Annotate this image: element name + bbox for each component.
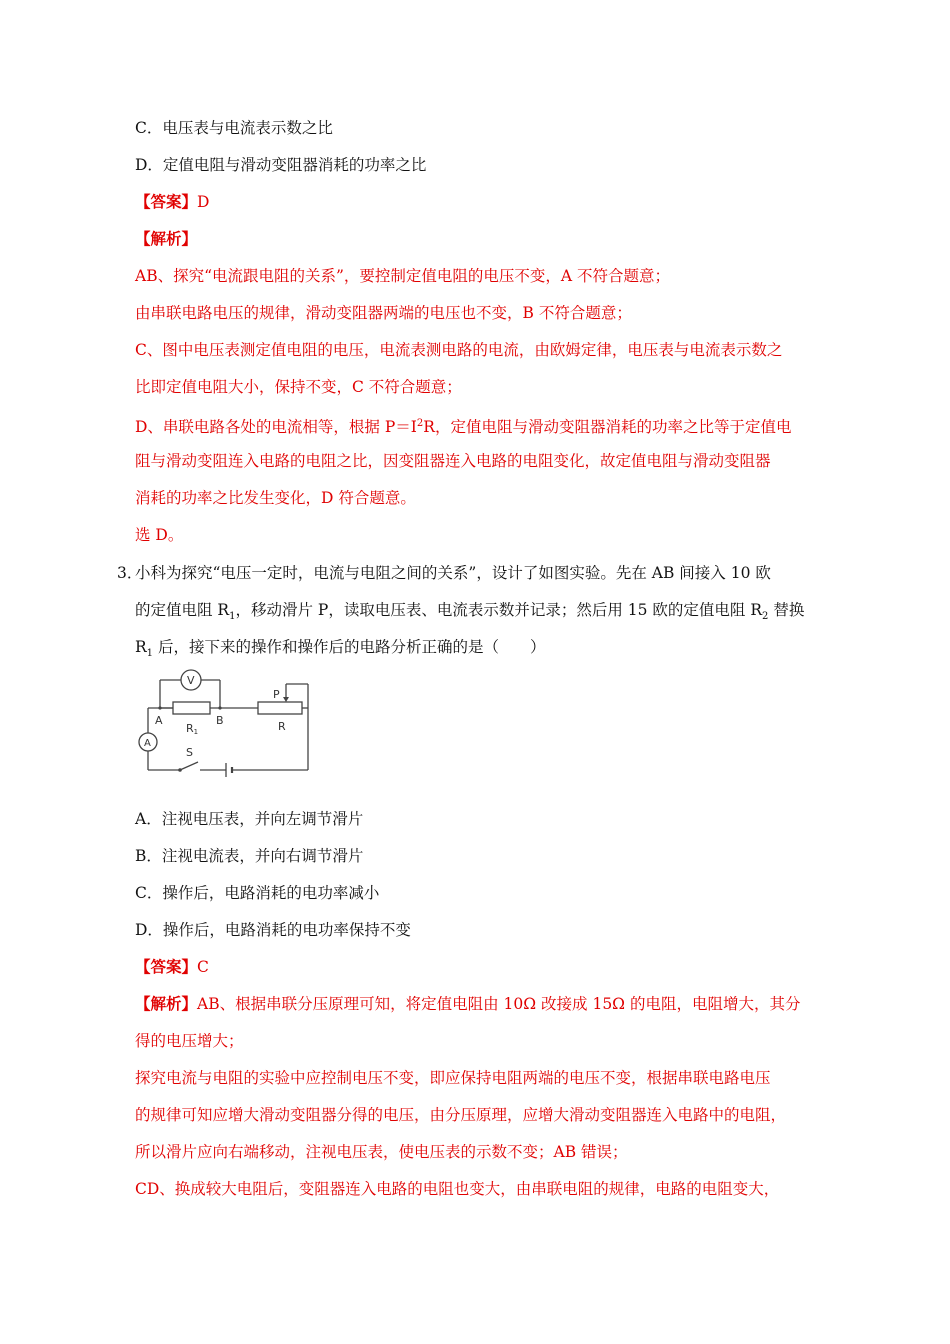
q2-answer-label: 【答案】 (135, 192, 198, 211)
slider-label: P (273, 688, 280, 701)
q3-option-d: D．操作后，电路消耗的电功率保持不变 (135, 921, 411, 939)
node-b-dot (218, 706, 221, 709)
q3-analysis-line-1-text: AB、根据串联分压原理可知，将定值电阻由 10Ω 改接成 15Ω 的电阻，电阻增大，其分 (197, 995, 801, 1013)
q2-analysis-line-2: 由串联电路电压的规律，滑动变阻器两端的电压也不变，B 不符合题意； (135, 304, 632, 322)
slider-arrow-icon (283, 697, 289, 702)
q3-analysis-line-4: 的规律可知应增大滑动变阻器分得的电压，由分压原理，应增大滑动变阻器连入电路中的电阻， (135, 1106, 787, 1124)
switch-label: S (186, 746, 193, 759)
node-a-dot (158, 706, 161, 709)
q3-answer-label: 【答案】 (135, 957, 198, 976)
voltmeter-label: V (187, 674, 195, 687)
power-exponent: 2 (416, 418, 424, 429)
node-b-label: B (216, 714, 224, 727)
rheostat-label: R (278, 720, 286, 733)
q3-stem-l2-b: ，移动滑片 P，读取电压表、电流表示数并记录；然后用 15 欧的定值电阻 R (235, 601, 763, 619)
q3-option-c: C．操作后，电路消耗的电功率减小 (135, 884, 380, 902)
r1-label-sub: 1 (193, 728, 199, 736)
q3-option-b: B．注视电流表，并向右调节滑片 (135, 847, 364, 865)
q3-stem-l2-sub1: 1 (229, 611, 236, 623)
q2-analysis-line-7: 消耗的功率之比发生变化，D 符合题意。 (135, 489, 416, 507)
q2-analysis-line-4: 比即定值电阻大小，保持不变，C 不符合题意； (135, 378, 462, 396)
q3-answer-value: C (197, 958, 209, 976)
q3-stem-l3-b: 后，接下来的操作和操作后的电路分析正确的是（ ） (153, 638, 546, 656)
q3-analysis-line-6: CD、换成较大电阻后，变阻器连入电路的电阻也变大，由串联电阻的规律，电路的电阻变大， (135, 1180, 780, 1198)
q3-option-a: A．注视电压表，并向左调节滑片 (135, 810, 364, 828)
q2-analysis-line-5 (135, 413, 791, 438)
q3-analysis-line-3: 探究电流与电阻的实验中应控制电压不变，即应保持电阻两端的电压不变，根据串联电路电压 (135, 1069, 771, 1087)
q2-option-c: C．电压表与电流表示数之比 (135, 119, 333, 137)
q3-analysis-line-5: 所以滑片应向右端移动，注视电压表，使电压表的示数不变；AB 错误； (135, 1143, 628, 1161)
switch-pivot (178, 768, 182, 772)
node-a-label: A (155, 714, 163, 727)
q2-answer (135, 191, 209, 213)
circuit-diagram (128, 668, 318, 778)
q3-stem-line-1: 小科为探究“电压一定时，电流与电阻之间的关系”，设计了如图实验。先在 AB 间接入 10 欧 (135, 564, 771, 582)
r1-resistor (173, 702, 210, 714)
q2-option-d: D．定值电阻与滑动变阻器消耗的功率之比 (135, 156, 427, 174)
q2-analysis-line-5-pre: D、串联电路各处的电流相等，根据 P＝I (135, 418, 417, 437)
q3-stem-l2-sub2: 2 (762, 611, 769, 623)
q2-answer-value: D (197, 193, 210, 211)
q2-analysis-line-3: C、图中电压表测定值电阻的电压，电流表测电路的电流，由欧姆定律，电压表与电流表示数之 (135, 341, 783, 359)
q2-analysis-line-8: 选 D。 (135, 526, 184, 544)
q3-analysis-line-2: 得的电压增大； (135, 1032, 244, 1050)
q2-analysis-label: 【解析】 (135, 229, 198, 248)
q2-analysis-line-6: 阻与滑动变阻连入电路的电阻之比，因变阻器连入电路的电阻变化，故定值电阻与滑动变阻器 (135, 452, 771, 470)
q3-stem-l2-c: 替换 (768, 601, 805, 619)
q3-stem-l2-a: 的定值电阻 R (135, 601, 230, 619)
q3-analysis-label: 【解析】 (135, 994, 198, 1013)
q2-analysis-line-1: AB、探究“电流跟电阻的关系”，要控制定值电阻的电压不变，A 不符合题意； (135, 267, 671, 285)
r1-label (186, 722, 198, 736)
q3-analysis-line-1 (135, 993, 800, 1015)
q3-stem-line-2 (135, 599, 804, 628)
switch-blade (180, 762, 198, 770)
q3-number: 3． (117, 564, 143, 582)
q2-analysis-line-5-post: R，定值电阻与滑动变阻器消耗的功率之比等于定值电 (423, 418, 792, 437)
ammeter-label: A (144, 738, 151, 749)
q3-stem-line-3 (135, 636, 545, 665)
q3-stem-l3-a: R (135, 638, 147, 656)
r1-label-main: R (186, 722, 194, 735)
q3-stem-l3-sub: 1 (146, 648, 154, 660)
rheostat-body (258, 702, 302, 714)
q3-answer (135, 956, 209, 978)
